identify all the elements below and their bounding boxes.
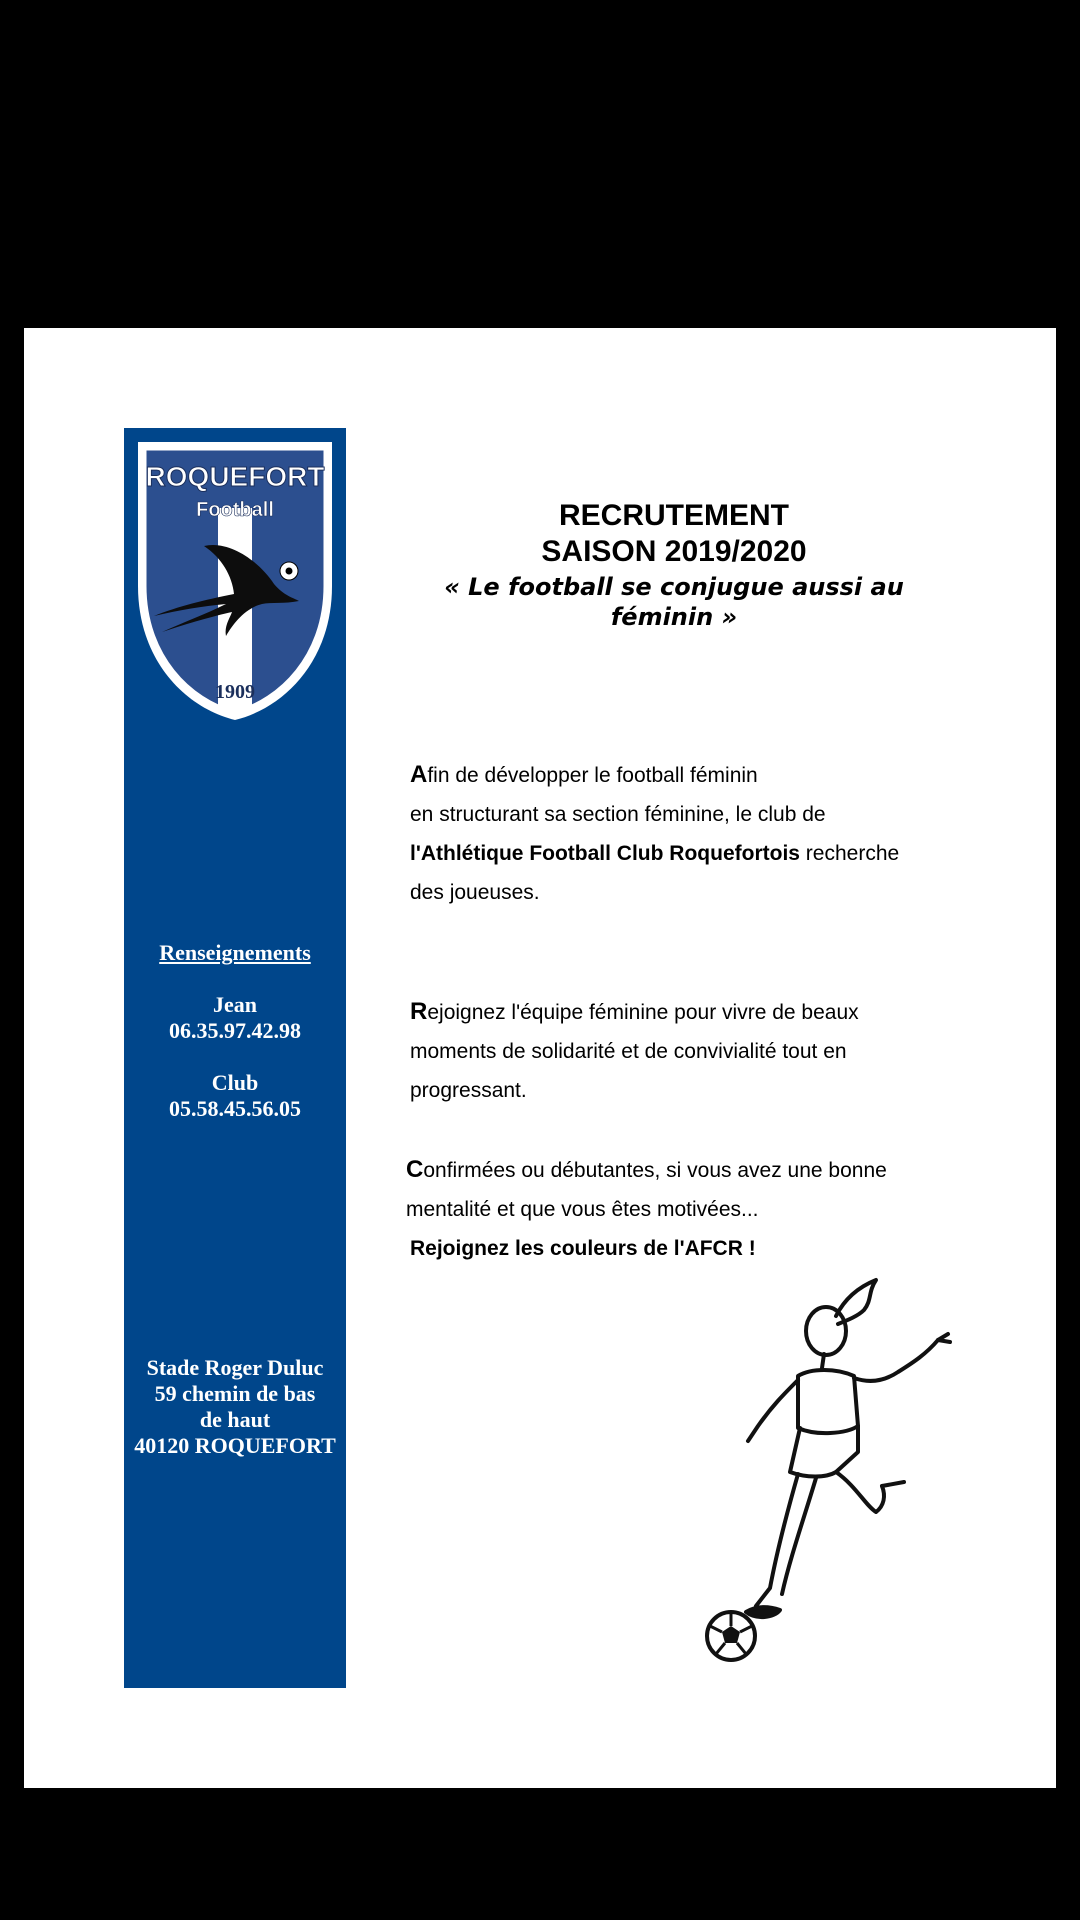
contact-name: Club <box>211 1070 259 1095</box>
paragraph-text: en structurant sa section féminine, le club de <box>410 803 826 826</box>
title-season: SAISON 2019/2020 <box>541 535 807 568</box>
address-line: 59 chemin de bas <box>154 1381 316 1406</box>
svg-text:Football: Football <box>196 499 274 521</box>
paragraph-confirmed <box>406 1150 946 1268</box>
contact-info <box>124 940 346 1148</box>
drop-cap: A <box>410 761 428 788</box>
contact-phone: 05.58.45.56.05 <box>169 1096 301 1121</box>
paragraph-intro <box>410 755 990 912</box>
club-crest <box>134 436 336 726</box>
contact-name: Jean <box>213 992 257 1017</box>
drop-cap: C <box>406 1156 424 1183</box>
paragraph-text: des joueuses. <box>410 881 540 904</box>
stadium-address <box>124 1355 346 1459</box>
contact-jean <box>124 992 346 1044</box>
flyer-page <box>24 328 1056 1788</box>
info-heading: Renseignements <box>159 940 311 965</box>
paragraph-join <box>410 992 910 1110</box>
ball-icon <box>707 1612 755 1660</box>
sidebar <box>124 428 346 1688</box>
player-illustration <box>686 1276 982 1676</box>
address-line: Stade Roger Duluc <box>146 1355 324 1380</box>
address-line: 40120 ROQUEFORT <box>134 1433 336 1458</box>
club-name: l'Athlétique Football Club Roquefortois <box>410 842 800 865</box>
closing-line: Rejoignez les couleurs de l'AFCR ! <box>410 1237 756 1260</box>
svg-text:1909: 1909 <box>215 681 255 703</box>
title-recrutement: RECRUTEMENT <box>559 499 789 532</box>
slogan: « Le football se conjugue aussi au féminin » <box>444 573 904 631</box>
address-line: de haut <box>199 1407 271 1432</box>
crest-icon <box>134 436 336 726</box>
paragraph-text: onfirmées ou débutantes, si vous avez une bonne mentalité et que vous êtes motivées... <box>406 1159 887 1221</box>
paragraph-text: ejoignez l'équipe féminine pour vivre de beaux moments de solidarité et de convivialité tout en progressant. <box>410 1001 859 1102</box>
svg-text:ROQUEFORT: ROQUEFORT <box>145 461 325 492</box>
paragraph-text: fin de développer le football féminin <box>427 764 758 787</box>
contact-club <box>124 1070 346 1122</box>
drop-cap: R <box>410 998 428 1025</box>
contact-phone: 06.35.97.42.98 <box>169 1018 301 1043</box>
title-block <box>384 498 964 632</box>
paragraph-text: recherche <box>799 842 900 865</box>
woman-footballer-icon <box>686 1276 982 1676</box>
